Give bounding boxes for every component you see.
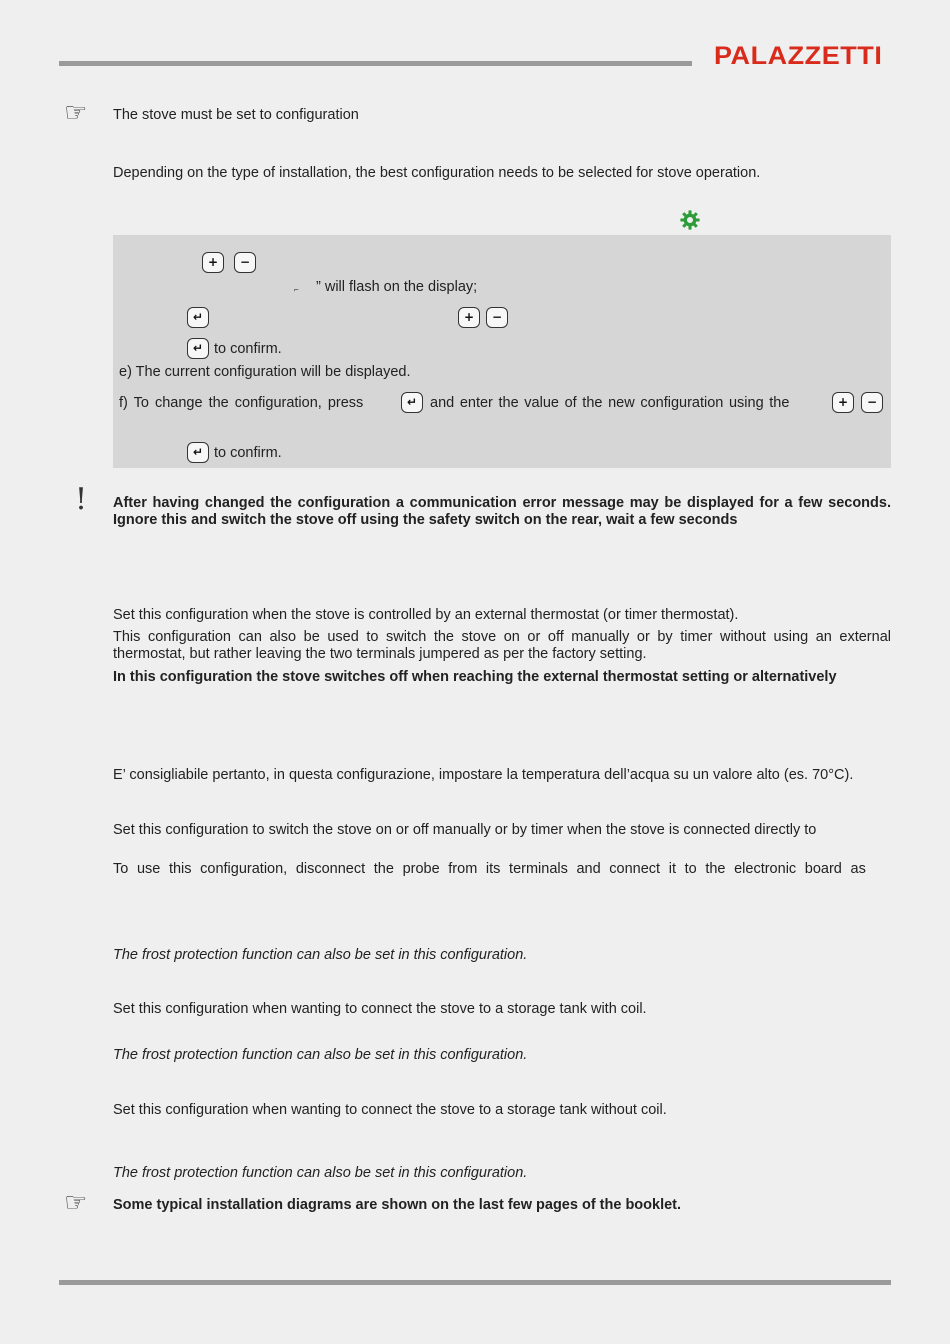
confirm-text-d: to confirm. (214, 341, 282, 357)
pointing-hand-icon: ☞ (64, 98, 88, 128)
enter-key-icon: ↵ (187, 307, 209, 328)
config4-frost: The frost protection function can also be set in this configuration. (113, 1165, 528, 1181)
config1-line2: This configuration can also be used to switch the stove on or off manually or by timer without using an external thermostat, but rather leaving the two terminals jumpered as per the factory setting. (113, 629, 891, 662)
plus-key-icon: + (832, 392, 854, 413)
intro-text: Depending on the type of installation, the best configuration needs to be selected for stove operation. (113, 165, 761, 181)
config2-line2: To use this configuration, disconnect the probe from its terminals and connect it to the electronic board as (113, 861, 866, 877)
config2-line1: Set this configuration to switch the stove on or off manually or by timer when the stove is connected directly to (113, 822, 817, 838)
minus-key-icon: − (861, 392, 883, 413)
config3-line1: Set this configuration when wanting to connect the stove to a storage tank with coil. (113, 1001, 647, 1017)
plus-key-icon: + (458, 307, 480, 328)
enter-key-icon: ↵ (187, 338, 209, 359)
confirm-text-f: to confirm. (214, 445, 282, 461)
header-rule (59, 61, 692, 66)
config-note: The stove must be set to configuration (113, 107, 359, 123)
minus-key-icon: − (486, 307, 508, 328)
footer-rule (59, 1280, 891, 1285)
config3-frost: The frost protection function can also be set in this configuration. (113, 1047, 528, 1063)
config1-line3: In this configuration the stove switches off when reaching the external thermostat setting or alternatively (113, 669, 837, 685)
footer-note: Some typical installation diagrams are shown on the last few pages of the booklet. (113, 1197, 682, 1213)
step-f-suffix: and enter the value of the new configuration using the (430, 395, 790, 411)
display-symbol: ⌐ (294, 285, 299, 294)
step-e: e) The current configuration will be displayed. (119, 364, 411, 380)
config4-line1: Set this configuration when wanting to connect the stove to a storage tank without coil. (113, 1102, 667, 1118)
pointing-hand-icon: ☞ (64, 1188, 88, 1218)
flash-text: ” will flash on the display; (316, 279, 478, 295)
brand-logo: PALAZZETTI (714, 42, 883, 70)
config2-frost: The frost protection function can also be set in this configuration. (113, 947, 528, 963)
step-f-prefix: f) To change the configuration, press (119, 395, 364, 411)
config1-line1: Set this configuration when the stove is controlled by an external thermostat (or timer thermostat). (113, 607, 739, 623)
minus-key-icon: − (234, 252, 256, 273)
enter-key-icon: ↵ (401, 392, 423, 413)
warning-text: After having changed the configuration a communication error message may be displayed for a few seconds. Ignore this and switch the stove off using the safety switch on the rear, wait a few seconds (113, 495, 891, 528)
enter-key-icon: ↵ (187, 442, 209, 463)
exclamation-icon: ! (75, 482, 88, 517)
gear-icon (679, 209, 701, 231)
plus-key-icon: + (202, 252, 224, 273)
italian-note: E’ consigliabile pertanto, in questa configurazione, impostare la temperatura dell’acqua su un valore alto (es. 70°C). (113, 767, 854, 783)
